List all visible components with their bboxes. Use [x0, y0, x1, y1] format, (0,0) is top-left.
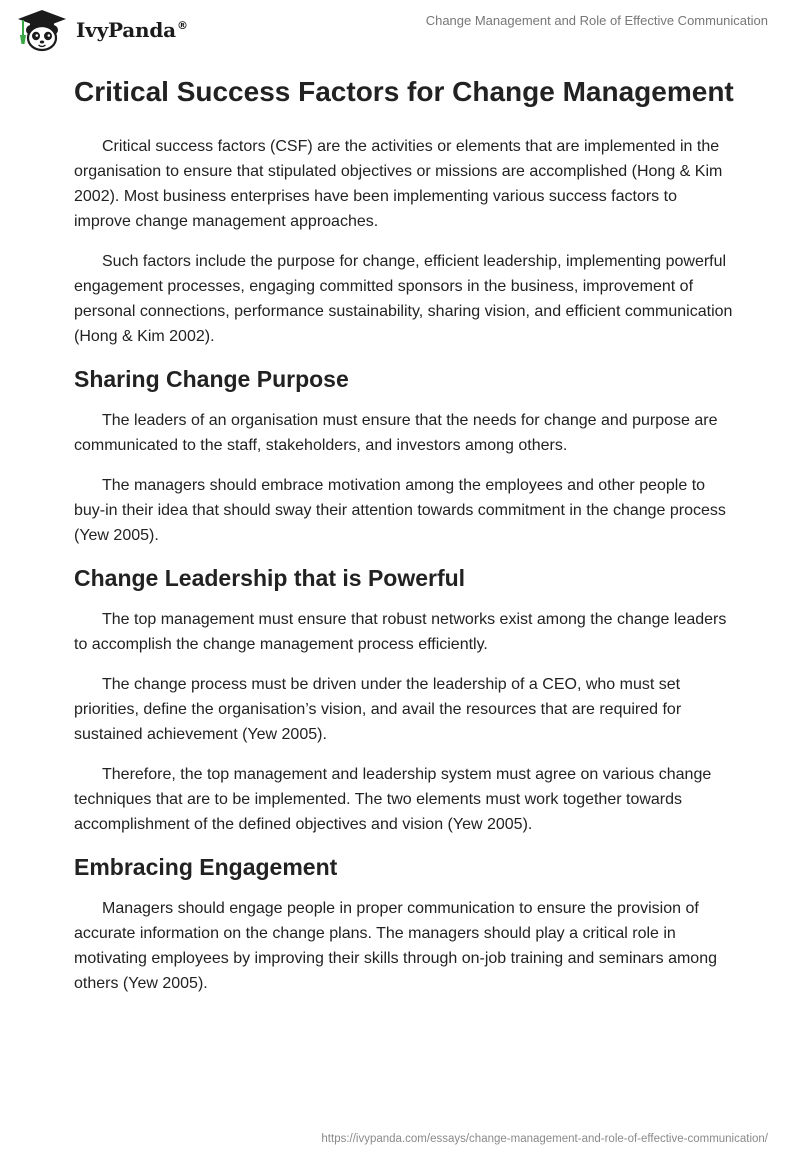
- section-paragraph: The leaders of an organisation must ensure that the needs for change and purpose are communicated to the staff, stakeholders, and investors among others.: [74, 412, 718, 454]
- panda-graduate-icon: [14, 8, 70, 52]
- section-heading: Sharing Change Purpose: [74, 366, 349, 392]
- section-heading: Change Leadership that is Powerful: [74, 565, 466, 591]
- section-paragraph: Managers should engage people in proper communication to ensure the provision of accurate information on the change plans. The managers should play a critical role in motivating employees by improving their skills through on-job training and seminars among others (Yew 2005).: [74, 900, 717, 992]
- section-paragraph: The top management must ensure that robust networks exist among the change leaders to accomplish the change management process efficiently.: [74, 611, 727, 653]
- logo-wordmark: IvyPanda®: [76, 18, 188, 42]
- section-paragraph: The change process must be driven under the leadership of a CEO, who must set priorities, define the organisation’s vision, and avail the resources that are required for sustained achievement (Yew 2005).: [74, 676, 682, 743]
- section-heading: Embracing Engagement: [74, 854, 338, 880]
- article-body: [74, 72, 734, 1011]
- section-sharing-change-purpose: [74, 364, 734, 548]
- source-url[interactable]: https://ivypanda.com/essays/change-management-and-role-of-effective-communication/: [321, 1133, 768, 1145]
- article-title: Critical Success Factors for Change Management: [74, 76, 734, 107]
- page-header: [0, 0, 800, 60]
- intro-paragraph-2: Such factors include the purpose for change, efficient leadership, implementing powerful engagement processes, engaging committed sponsors in the business, improvement of personal connections, performance sustainability, sharing vision, and efficient communication (Hong & Kim 2002).: [74, 253, 733, 345]
- registered-mark: ®: [176, 19, 188, 33]
- section-paragraph: Therefore, the top management and leadership system must agree on various change techniques that are to be implemented. The two elements must work together towards accomplishment of the defined objectives and vision (Yew 2005).: [74, 766, 712, 833]
- section-change-leadership: [74, 563, 734, 837]
- section-paragraph: The managers should embrace motivation among the employees and other people to buy-in their idea that should sway their attention towards commitment in the change process (Yew 2005).: [74, 477, 726, 544]
- running-title: Change Management and Role of Effective Communication: [425, 13, 768, 28]
- ivypanda-logo[interactable]: [14, 8, 188, 52]
- section-embracing-engagement: [74, 852, 734, 996]
- intro-paragraph-1: Critical success factors (CSF) are the activities or elements that are implemented in the organisation to ensure that stipulated objectives or missions are accomplished (Hong & Kim 2002). Most business enterprises have been implementing various success factors to improve change management approaches.: [74, 138, 723, 230]
